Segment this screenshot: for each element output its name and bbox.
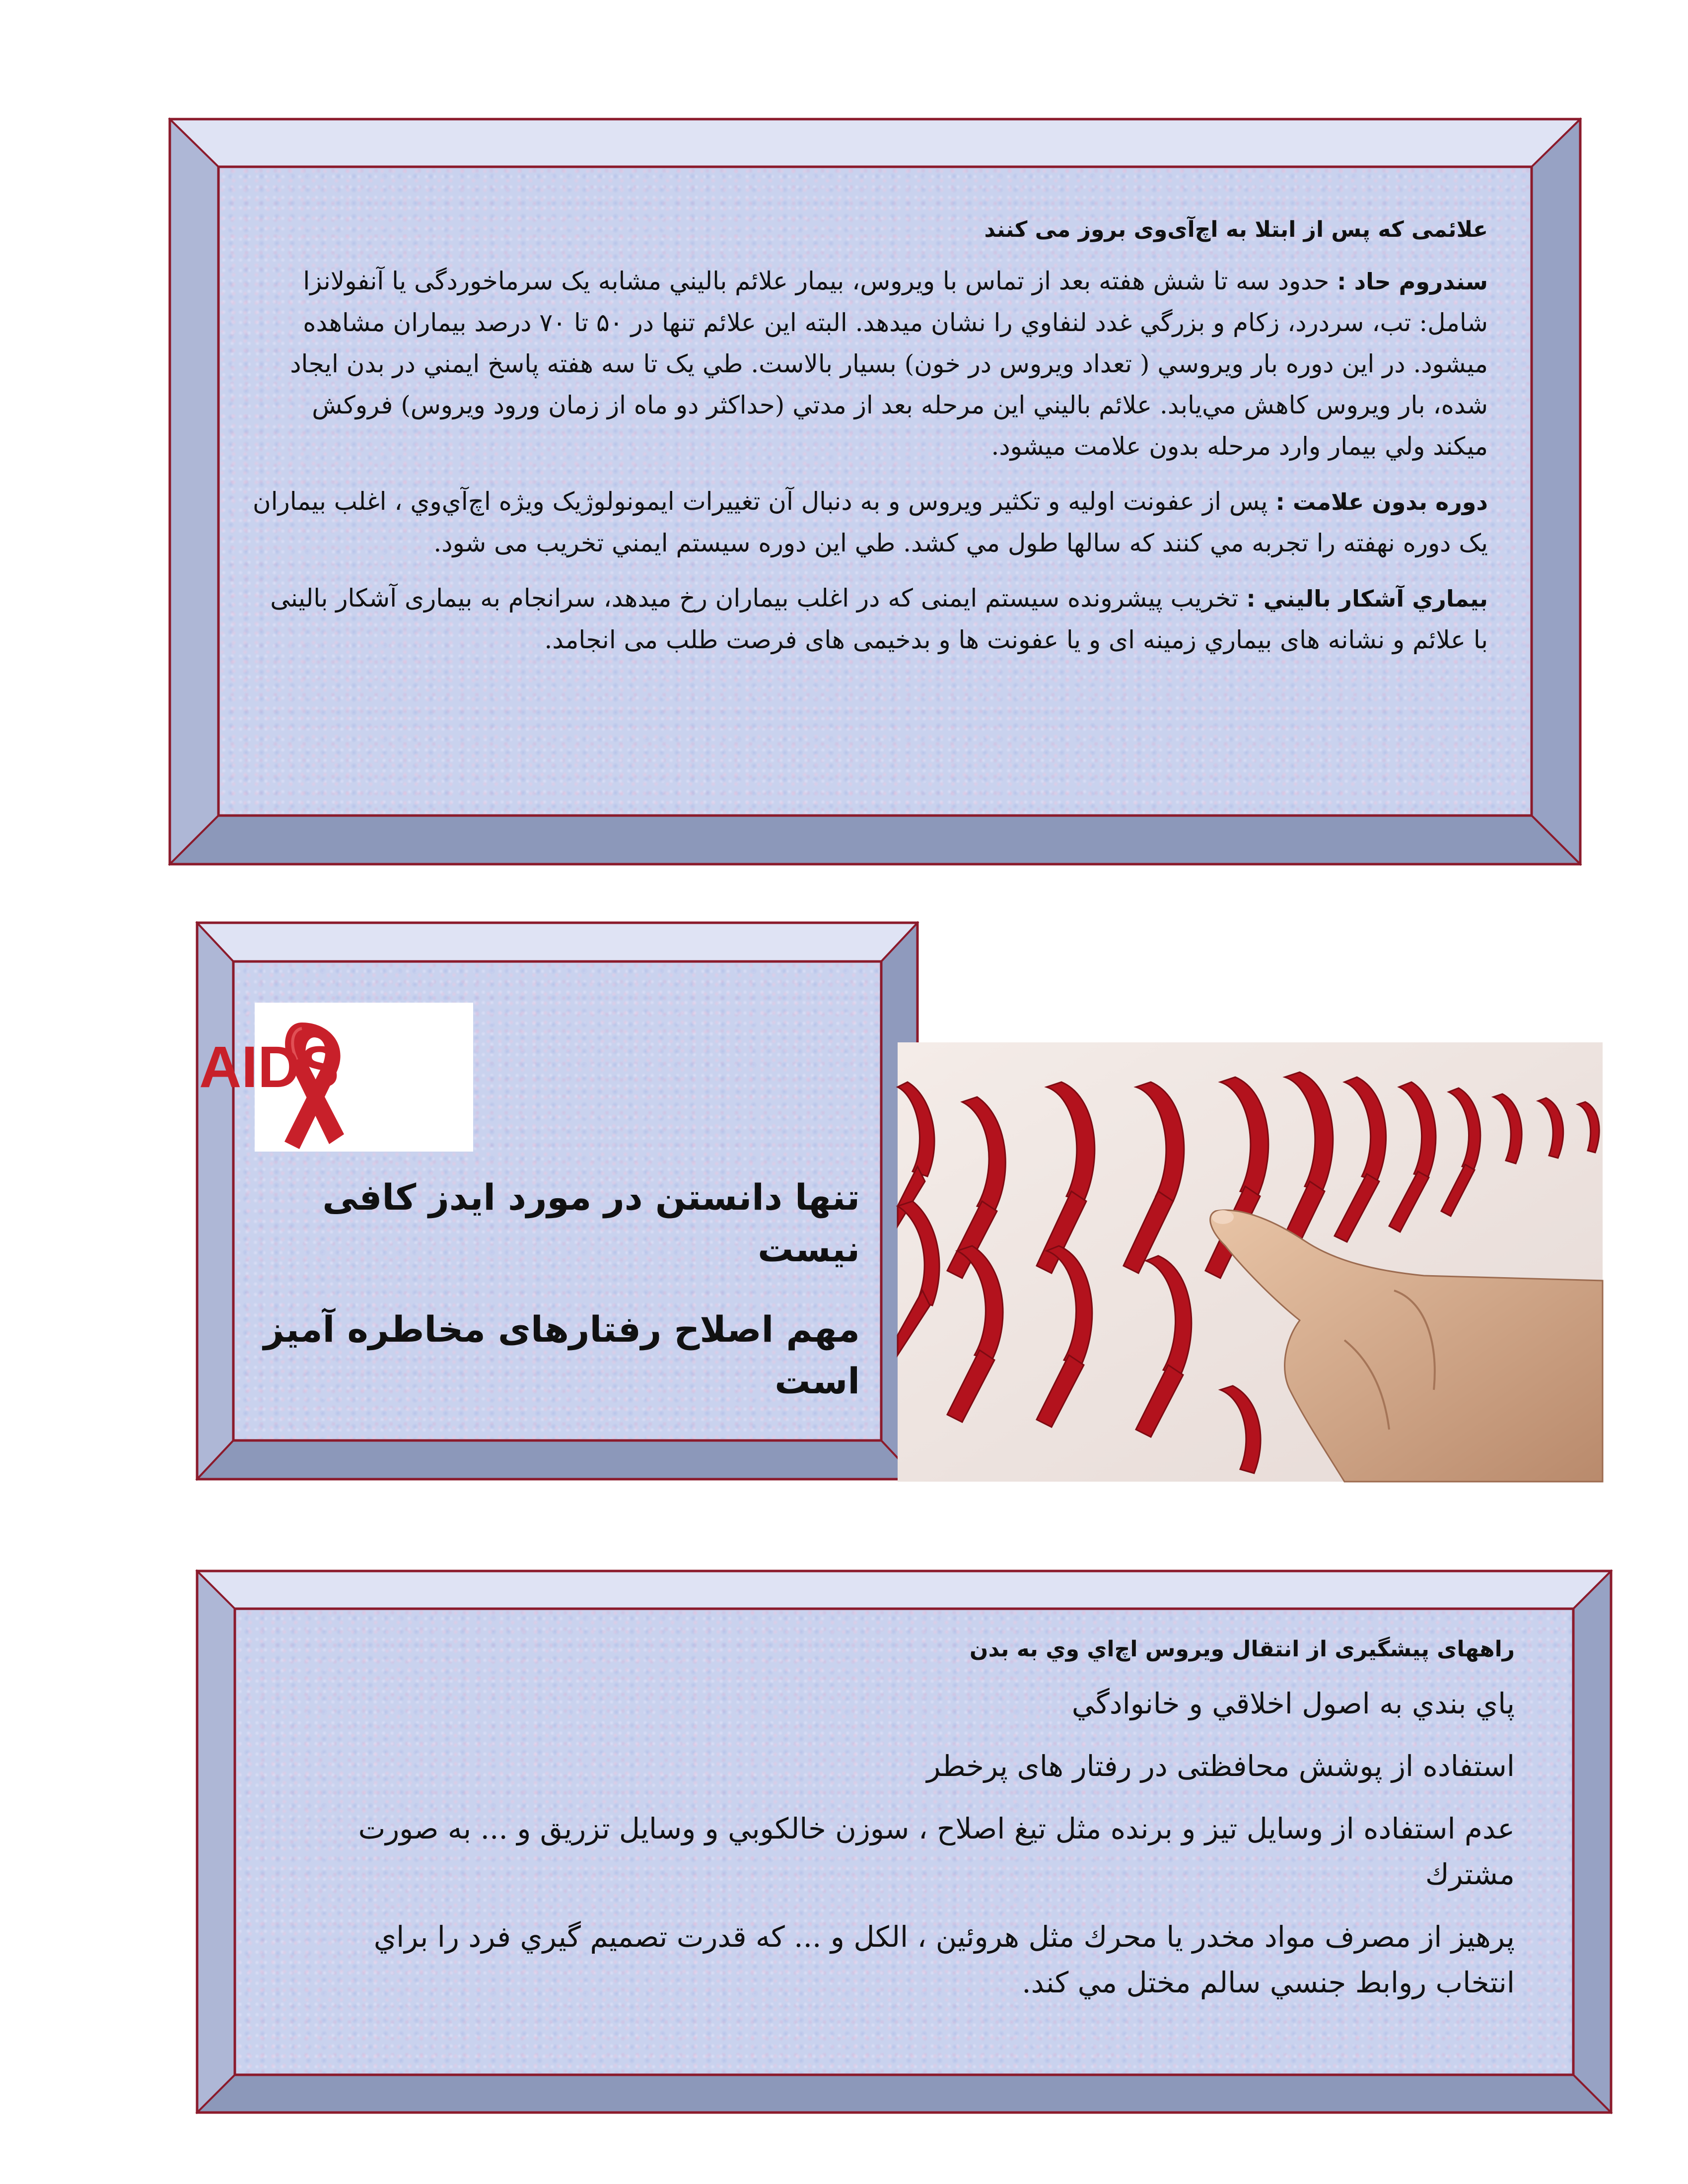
aids-logo-text: AIDS — [199, 1034, 339, 1100]
slogan-panel — [196, 922, 918, 1480]
prevention-item-1: پاي بندي به اصول اخلاقي و خانوادگي — [1071, 1687, 1515, 1721]
red-ribbon-icon — [199, 1003, 473, 1152]
symptom-text-asymptomatic: پس از عفونت اوليه و تکثير ويروس و به دنبال آن تغييرات ايمونولوژيک ويژه اچ‌آي‌وي ، اغلب بيماران يک دوره نهفته را تجربه مي کنند که سالها طول مي کشد. طي اين دوره سيستم ايمني تخريب می شود. — [253, 487, 1488, 558]
prevention-item-4: پرهيز از مصرف مواد مخدر يا محرك مثل هروئين ، الكل و ... كه قدرت تصميم گيري فرد را براي انتخاب روابط جنسي سالم مختل مي كند. — [373, 1920, 1515, 2000]
symptom-text-clinical: تخریب پيشرونده سیستم ایمنی که در اغلب بیماران رخ میدهد، سرانجام به بیماری آشکار بالینی با علائم و نشانه های بيماري زمينه ای و يا عفونت ها و بدخیمی های فرصت طلب می انجامد. — [270, 584, 1488, 655]
slogan-text — [249, 1171, 860, 1435]
prevention-title: راههای پیشگیری از انتقال ویروس اچ‌اي وي به بدن — [969, 1637, 1515, 1662]
symptom-heading-clinical: بيماري آشکار باليني : — [1246, 585, 1488, 613]
slogan-line-2: مهم اصلاح رفتارهای مخاطره آميز است — [263, 1308, 860, 1402]
symptoms-content — [220, 168, 1530, 814]
symptoms-panel — [169, 118, 1581, 865]
prevention-content — [236, 1610, 1572, 2073]
prevention-panel — [196, 1570, 1612, 2114]
symptom-heading-asymptomatic: دوره بدون علامت : — [1275, 488, 1488, 516]
symptoms-title: علائمی که پس از ابتلا به اچ‌آی‌وی بروز می کنند — [984, 217, 1488, 242]
slogan-line-1: تنها دانستن در مورد ايدز کافی نيست — [322, 1176, 860, 1270]
symptom-paragraph-clinical — [250, 578, 1488, 661]
symptom-text-acute: حدود سه تا شش هفته بعد از تماس با ویروس، بيمار علائم باليني مشابه یک سرماخوردگی يا آنفولانزا شامل: تب، سردرد، زکام و بزرگي غدد لنفاوي را نشان ميدهد. البته اين علائم تنها در ۵۰ تا ۷۰ درصد بیماران مشاهده میشود. در اين دوره بار ويروسي ( تعداد ويروس در خون) بسيار بالاست. طي يک تا سه هفته پاسخ ايمني در بدن ايجاد شده، بار ويروس کاهش مي‌يابد. علائم باليني اين مرحله بعد از مدتي (حداکثر دو ماه از زمان ورود ويروس) فروکش ميکند ولي بيمار وارد مرحله بدون علامت ميشود. — [290, 267, 1488, 461]
symptom-heading-acute: سندروم حاد : — [1337, 268, 1488, 295]
aids-ribbon-logo — [199, 1003, 473, 1152]
ribbons-photo — [898, 1042, 1603, 1482]
symptom-paragraph-asymptomatic — [250, 481, 1488, 564]
slogan-content — [199, 963, 880, 1439]
red-ribbons-hand-image — [898, 1042, 1603, 1482]
symptom-paragraph-acute — [250, 261, 1488, 467]
prevention-item-3: عدم استفاده از وسایل تیز و برنده مثل تيغ اصلاح ، سوزن خالكوبي و وسايل تزريق و ... به صورت مشترك — [358, 1812, 1515, 1892]
prevention-item-2: استفاده از پوشش محافظتی در رفتار های پرخطر — [926, 1749, 1515, 1783]
